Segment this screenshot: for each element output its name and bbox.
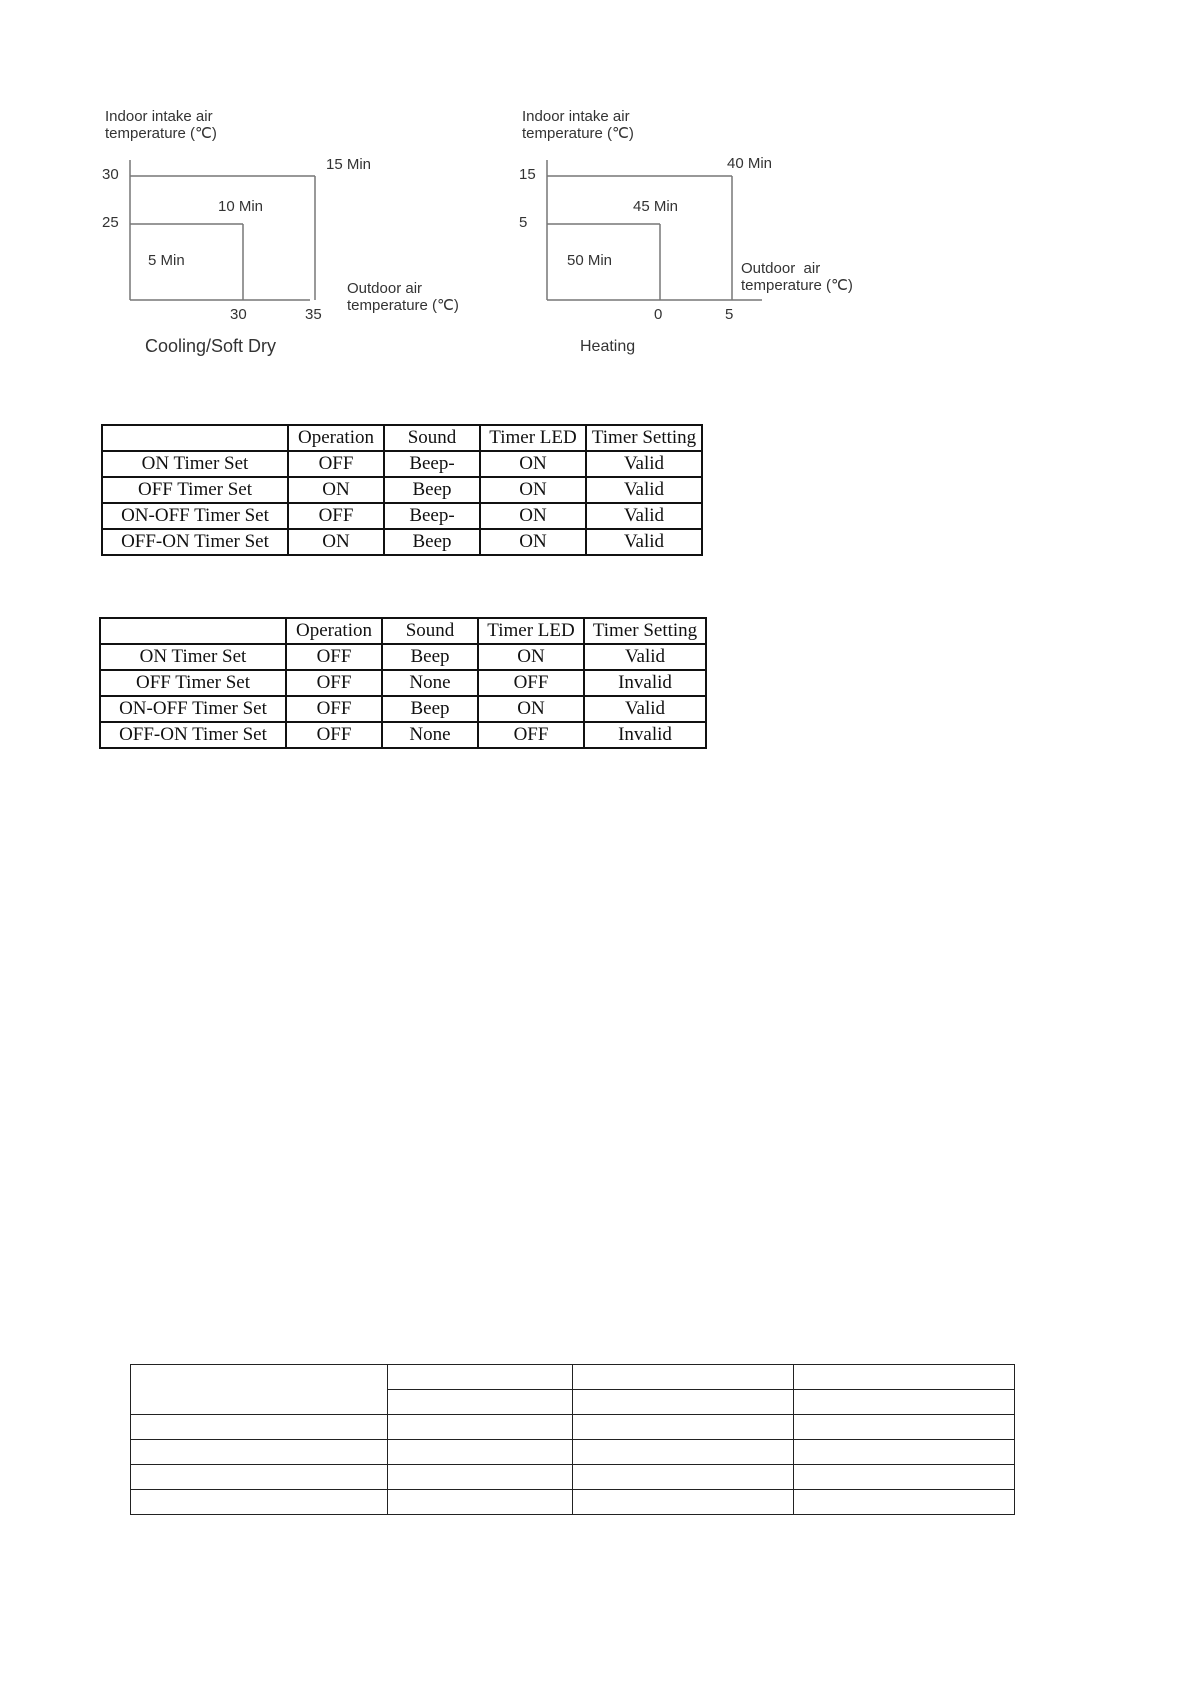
table-cell bbox=[573, 1440, 794, 1465]
table-cell bbox=[794, 1390, 1015, 1415]
cooling-x-axis-label bbox=[347, 280, 459, 314]
table-cell: OFF bbox=[288, 451, 384, 477]
table-row bbox=[102, 451, 702, 477]
header-cell: Sound bbox=[382, 618, 478, 644]
header-cell: Timer LED bbox=[480, 425, 586, 451]
cooling-y-tick-30: 30 bbox=[102, 166, 119, 183]
heating-diagram bbox=[517, 100, 937, 370]
table-cell bbox=[794, 1490, 1015, 1515]
header-cell bbox=[100, 618, 286, 644]
table-cell: ON bbox=[480, 477, 586, 503]
heating-y-label-line1: Indoor intake air bbox=[522, 108, 630, 125]
table-cell: OFF bbox=[288, 503, 384, 529]
table-row bbox=[102, 529, 702, 555]
table-cell bbox=[794, 1415, 1015, 1440]
table-cell: Beep bbox=[384, 529, 480, 555]
table-cell: ON-OFF Timer Set bbox=[102, 503, 288, 529]
table-cell: ON bbox=[480, 451, 586, 477]
cooling-zone-10min: 10 Min bbox=[218, 198, 264, 215]
table-row bbox=[131, 1365, 1015, 1390]
heating-x-tick-0: 0 bbox=[654, 306, 663, 323]
cooling-x-label-line2: temperature (℃) bbox=[347, 297, 459, 314]
table-cell: ON bbox=[288, 477, 384, 503]
table-cell: Beep bbox=[382, 696, 478, 722]
table-cell bbox=[388, 1390, 573, 1415]
table-cell: Valid bbox=[586, 477, 702, 503]
table-cell: Beep bbox=[384, 477, 480, 503]
table-row bbox=[102, 503, 702, 529]
cooling-zone-5min: 5 Min bbox=[148, 252, 185, 269]
heating-y-label-line2: temperature (℃) bbox=[522, 125, 634, 142]
table-cell: ON bbox=[480, 529, 586, 555]
table-cell: Valid bbox=[586, 529, 702, 555]
table-cell bbox=[131, 1440, 388, 1465]
table-cell bbox=[388, 1365, 573, 1390]
table-cell: OFF-ON Timer Set bbox=[100, 722, 286, 748]
cooling-caption: Cooling/Soft Dry bbox=[145, 336, 277, 356]
table-cell bbox=[388, 1440, 573, 1465]
table-cell bbox=[131, 1365, 388, 1415]
table-cell: ON bbox=[478, 696, 584, 722]
cooling-x-tick-30: 30 bbox=[230, 306, 247, 323]
heating-x-label-line2: temperature (℃) bbox=[741, 277, 853, 294]
table-cell bbox=[388, 1465, 573, 1490]
table-cell: Invalid bbox=[584, 670, 706, 696]
table-row bbox=[100, 696, 706, 722]
table-cell bbox=[573, 1490, 794, 1515]
table-header-row bbox=[102, 425, 702, 451]
table-cell: OFF bbox=[286, 644, 382, 670]
table-cell bbox=[573, 1465, 794, 1490]
header-cell: Operation bbox=[286, 618, 382, 644]
heating-x-label-line1: Outdoor air bbox=[741, 260, 821, 277]
table-row bbox=[102, 477, 702, 503]
table-cell: Valid bbox=[584, 696, 706, 722]
table-cell: ON Timer Set bbox=[102, 451, 288, 477]
table-cell bbox=[794, 1365, 1015, 1390]
table-cell bbox=[794, 1440, 1015, 1465]
header-cell: Operation bbox=[288, 425, 384, 451]
table-cell: ON bbox=[288, 529, 384, 555]
timer-table-1 bbox=[101, 424, 703, 556]
table-row bbox=[100, 670, 706, 696]
header-cell: Timer LED bbox=[478, 618, 584, 644]
table-cell: OFF Timer Set bbox=[102, 477, 288, 503]
cooling-x-label-line1: Outdoor air bbox=[347, 280, 423, 297]
table-cell bbox=[388, 1415, 573, 1440]
table-cell bbox=[131, 1490, 388, 1515]
table-cell bbox=[794, 1465, 1015, 1490]
table-cell bbox=[131, 1415, 388, 1440]
table-row bbox=[131, 1440, 1015, 1465]
table-row bbox=[131, 1490, 1015, 1515]
heating-caption: Heating bbox=[580, 338, 636, 355]
heating-zone-45min: 45 Min bbox=[633, 198, 679, 215]
heating-x-tick-5: 5 bbox=[725, 306, 734, 323]
cooling-y-label-line1: Indoor intake air bbox=[105, 108, 213, 125]
table-cell: Valid bbox=[584, 644, 706, 670]
cooling-y-tick-25: 25 bbox=[102, 214, 119, 231]
table-cell: Beep- bbox=[384, 451, 480, 477]
heating-y-tick-5: 5 bbox=[519, 214, 528, 231]
table-row bbox=[100, 644, 706, 670]
table-cell bbox=[573, 1415, 794, 1440]
empty-grid-table bbox=[130, 1364, 1015, 1515]
heating-y-tick-15: 15 bbox=[519, 166, 536, 183]
table-cell bbox=[573, 1390, 794, 1415]
table-cell: OFF bbox=[478, 670, 584, 696]
table-cell: OFF bbox=[286, 722, 382, 748]
table-cell: OFF Timer Set bbox=[100, 670, 286, 696]
header-cell: Timer Setting bbox=[586, 425, 702, 451]
table-cell: ON bbox=[480, 503, 586, 529]
cooling-y-label-line2: temperature (℃) bbox=[105, 125, 217, 142]
heating-y-axis-label bbox=[522, 108, 634, 142]
table-cell: OFF bbox=[478, 722, 584, 748]
table-cell: Beep bbox=[382, 644, 478, 670]
table-cell: Valid bbox=[586, 503, 702, 529]
table-cell: Invalid bbox=[584, 722, 706, 748]
table-row bbox=[100, 722, 706, 748]
heating-zone-50min: 50 Min bbox=[567, 252, 613, 269]
table-cell: Beep- bbox=[384, 503, 480, 529]
cooling-diagram bbox=[100, 100, 520, 370]
table-header-row bbox=[100, 618, 706, 644]
table-cell: OFF bbox=[286, 696, 382, 722]
cooling-y-axis-label bbox=[105, 108, 217, 142]
table-row bbox=[131, 1465, 1015, 1490]
table-cell: None bbox=[382, 670, 478, 696]
table-cell: ON Timer Set bbox=[100, 644, 286, 670]
table-cell: Valid bbox=[586, 451, 702, 477]
timer-table-2 bbox=[99, 617, 707, 749]
heating-x-axis-label bbox=[741, 260, 853, 294]
cooling-x-tick-35: 35 bbox=[305, 306, 322, 323]
table-cell bbox=[131, 1465, 388, 1490]
table-cell: ON-OFF Timer Set bbox=[100, 696, 286, 722]
header-cell: Sound bbox=[384, 425, 480, 451]
table-cell bbox=[388, 1490, 573, 1515]
cooling-zone-15min: 15 Min bbox=[326, 156, 372, 173]
header-cell: Timer Setting bbox=[584, 618, 706, 644]
table-cell: ON bbox=[478, 644, 584, 670]
table-cell: OFF-ON Timer Set bbox=[102, 529, 288, 555]
table-cell bbox=[573, 1365, 794, 1390]
table-cell: None bbox=[382, 722, 478, 748]
table-cell: OFF bbox=[286, 670, 382, 696]
heating-zone-40min: 40 Min bbox=[727, 155, 773, 172]
table-row bbox=[131, 1415, 1015, 1440]
header-cell bbox=[102, 425, 288, 451]
